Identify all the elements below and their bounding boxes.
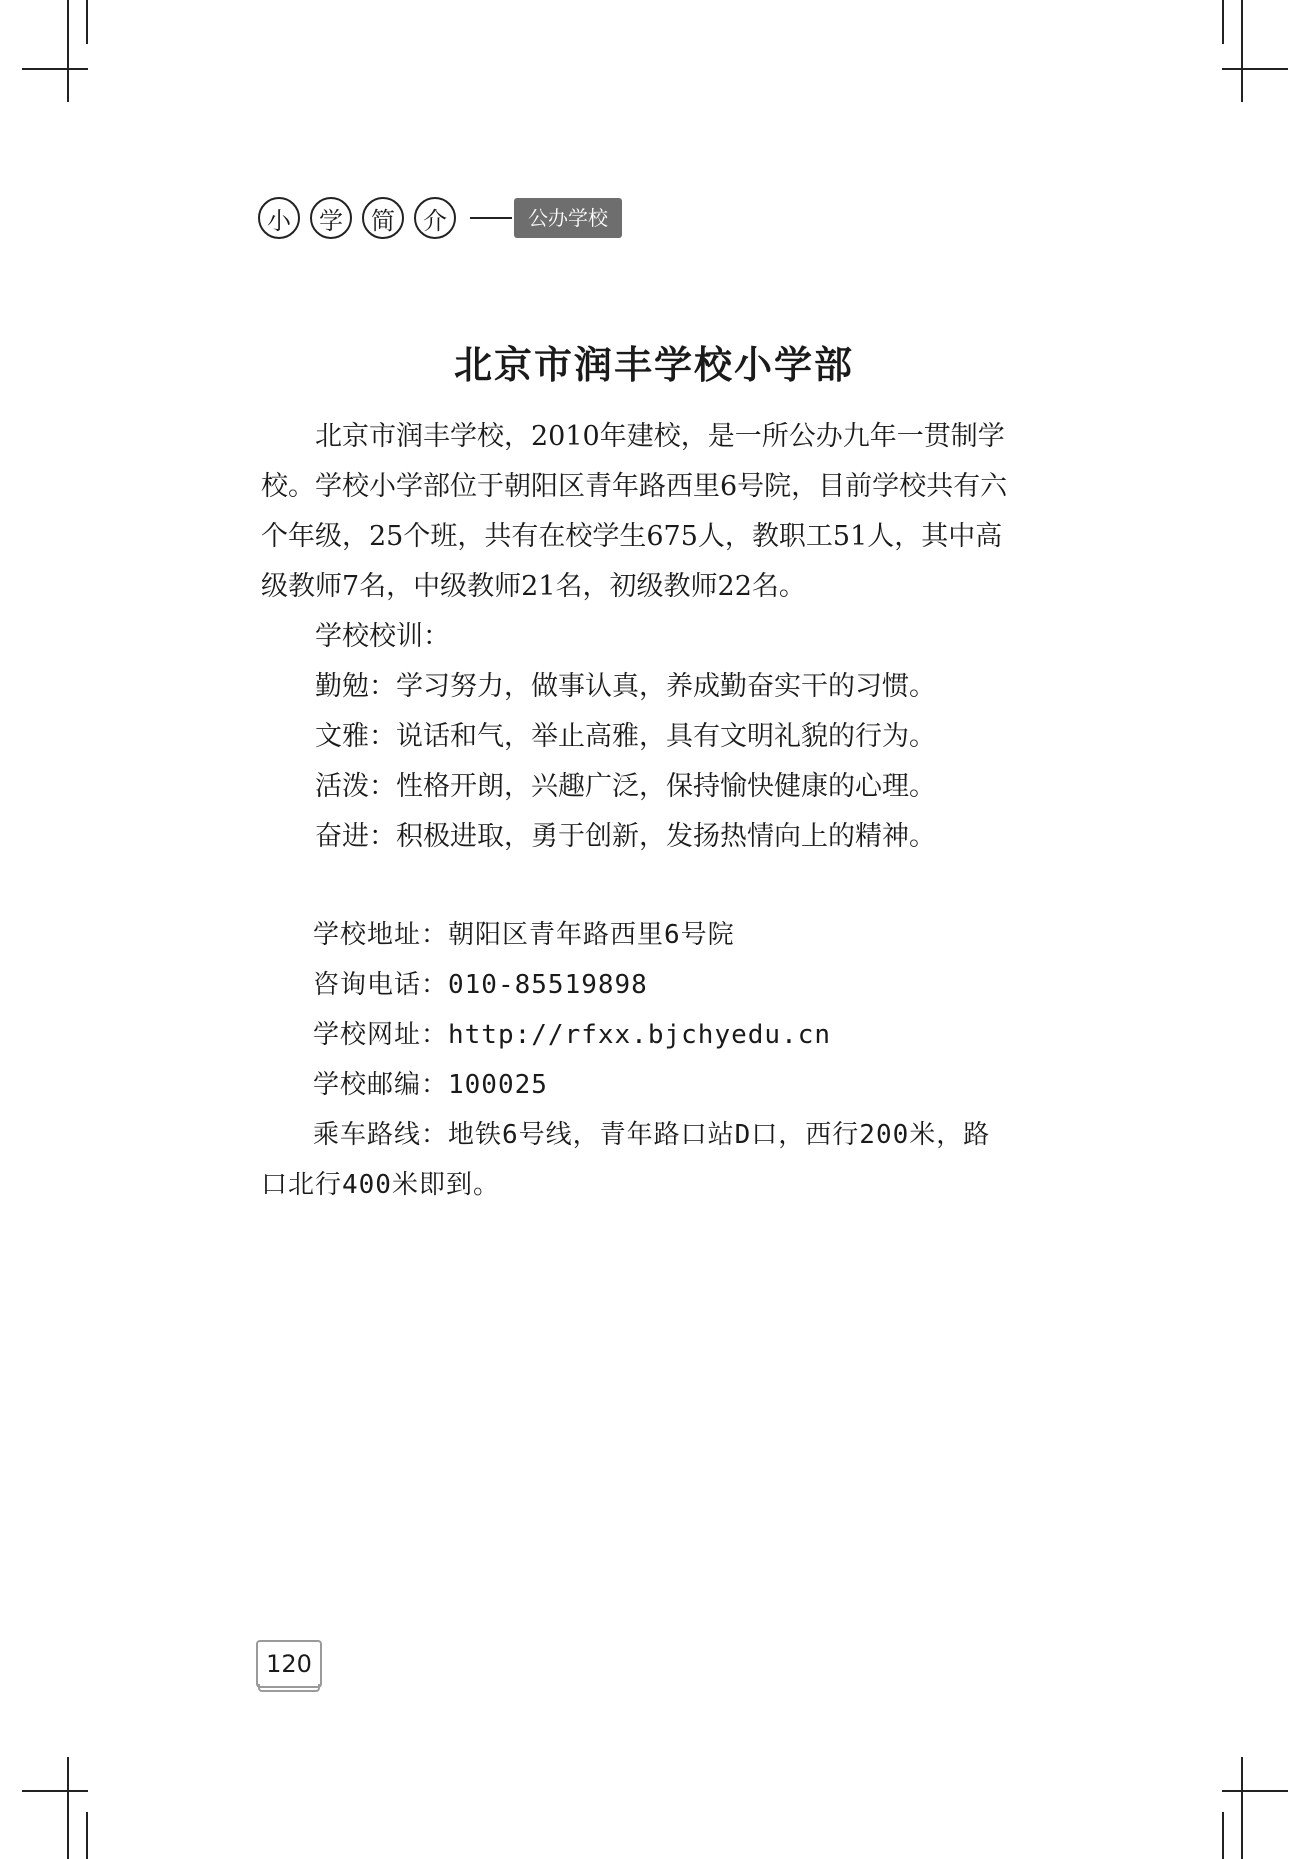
- school-website: 学校网址：http://rfxx.bjchyedu.cn: [313, 1020, 832, 1050]
- transit-route: 乘车路线：地铁6号线，青年路口站D口，西行200米，路口北行400米即到。: [261, 1120, 991, 1200]
- crop-mark: [67, 1757, 69, 1859]
- page-title: 北京市润丰学校小学部: [453, 343, 854, 387]
- school-address: 学校地址：朝阳区青年路西里6号院: [313, 920, 735, 950]
- crop-mark: [1222, 1790, 1288, 1792]
- section-header: [258, 192, 622, 244]
- page-number: 120: [256, 1640, 322, 1688]
- crop-mark: [86, 0, 88, 44]
- header-circle-char: 小: [258, 197, 300, 239]
- crop-mark: [1241, 1757, 1243, 1859]
- intro-paragraph: 北京市润丰学校，2010年建校，是一所公办九年一贯制学校。学校小学部位于朝阳区青年路西里6号院，目前学校共有六个年级，25个班，共有在校学生675人，教职工51人，其中高级教师7名，中级教师21名，初级教师22名。: [261, 421, 1008, 602]
- header-circle-char: 学: [310, 197, 352, 239]
- school-phone: 咨询电话：010-85519898: [313, 970, 648, 1000]
- header-circle-char: 介: [414, 197, 456, 239]
- crop-mark: [22, 68, 88, 70]
- crop-mark: [1222, 68, 1288, 70]
- page-number-book-icon: [258, 1684, 320, 1692]
- spacer: [261, 862, 1013, 910]
- header-circle-char: 简: [362, 197, 404, 239]
- crop-mark: [22, 1790, 88, 1792]
- school-postcode: 学校邮编：100025: [313, 1070, 548, 1100]
- crop-mark: [67, 0, 69, 102]
- crop-mark: [1222, 1812, 1224, 1859]
- motto-item: 文雅：说话和气，举止高雅，具有文明礼貌的行为。: [315, 721, 936, 752]
- motto-heading: 学校校训：: [315, 621, 450, 652]
- article-body: [261, 412, 1013, 1210]
- motto-item: 奋进：积极进取，勇于创新，发扬热情向上的精神。: [315, 821, 936, 852]
- crop-mark: [1222, 0, 1224, 44]
- motto-item: 勤勉：学习努力，做事认真，养成勤奋实干的习惯。: [315, 671, 936, 702]
- category-badge: 公办学校: [514, 198, 622, 238]
- header-connector-line: [470, 217, 512, 219]
- crop-mark: [1241, 0, 1243, 102]
- motto-item: 活泼：性格开朗，兴趣广泛，保持愉快健康的心理。: [315, 771, 936, 802]
- crop-mark: [86, 1812, 88, 1859]
